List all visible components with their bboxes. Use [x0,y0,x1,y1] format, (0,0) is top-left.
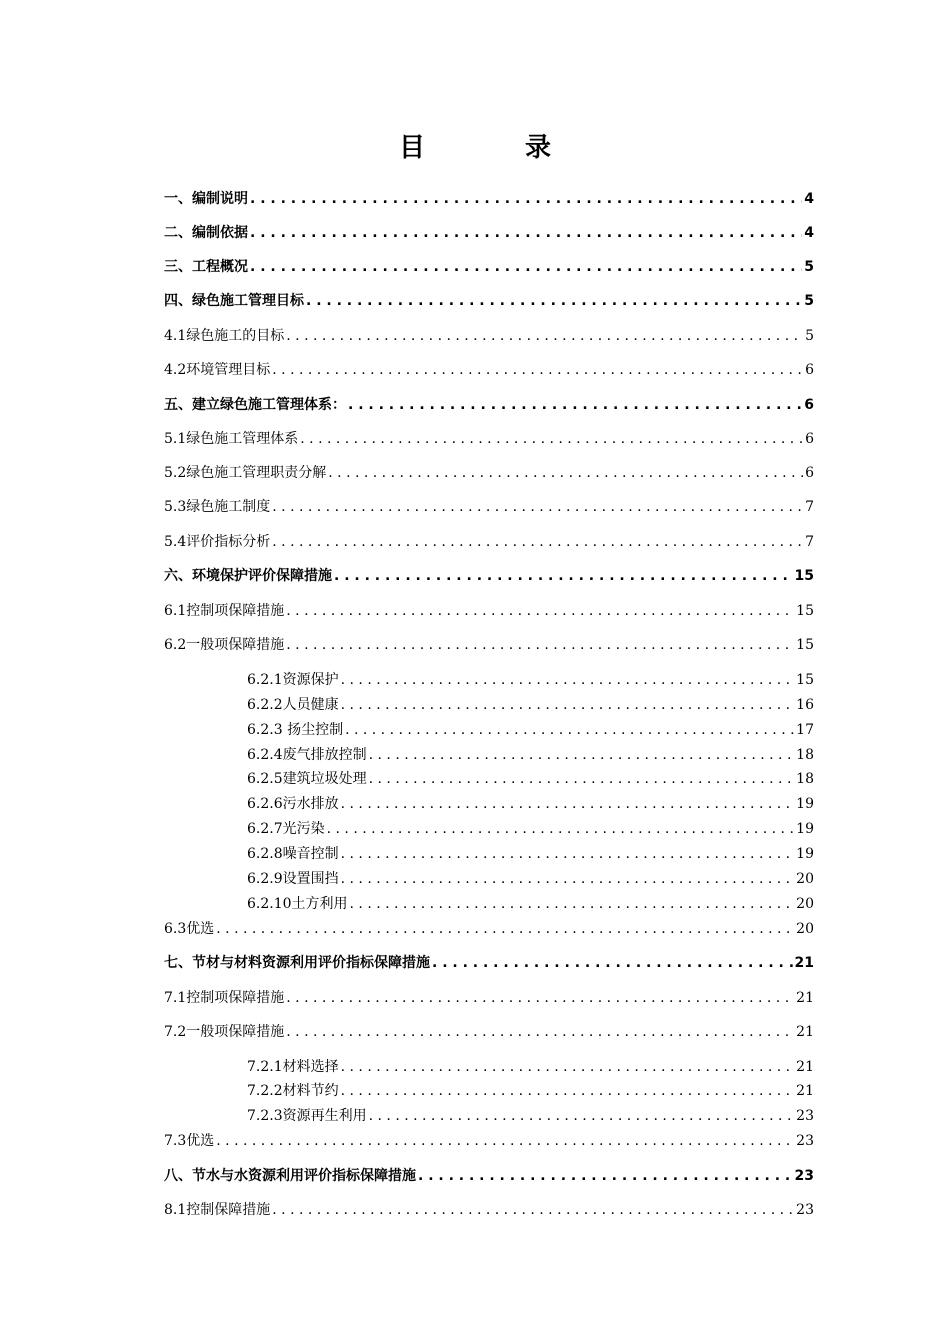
toc-entry[interactable] [164,600,814,622]
toc-entry-page-number: 15 [796,672,814,688]
toc-entry-label: 4.1绿色施工的目标 [164,328,285,344]
toc-entry-page-number: 21 [796,1024,814,1040]
toc-entry[interactable] [247,1080,814,1102]
toc-entry-label: 五、建立绿色施工管理体系： [164,397,346,413]
toc-entry-page-number: 16 [796,697,814,713]
toc-entry-label: 6.2.2人员健康 [247,697,339,713]
toc-dot-leader [369,768,795,790]
toc-entry-label: 四、绿色施工管理目标 [164,293,304,309]
toc-entry-page-number: 19 [796,821,814,837]
toc-entry[interactable] [247,744,814,766]
toc-entry-label: 6.2.5建筑垃圾处理 [247,771,367,787]
toc-entry-label: 6.2一般项保障措施 [164,637,285,653]
toc-entry[interactable] [164,1021,814,1043]
toc-entry-page-number: 23 [794,1168,814,1184]
toc-dot-leader [328,462,803,484]
toc-entry-page-number: 17 [796,722,814,738]
toc-entry-page-number: 23 [796,1202,814,1218]
toc-entry-label: 7.1控制项保障措施 [164,990,285,1006]
toc-entry-page-number: 6 [805,431,814,447]
toc-entry-page-number: 19 [796,796,814,812]
toc-entry[interactable] [164,462,814,484]
toc-dot-leader [369,1105,795,1127]
toc-entry-page-number: 5 [804,293,814,309]
toc-dot-leader [341,793,795,815]
toc-entry-label: 7.2.3资源再生利用 [247,1108,367,1124]
toc-entry-page-number: 21 [796,1083,814,1099]
toc-entry-label: 6.2.10土方利用 [247,896,348,912]
toc-dot-leader [341,843,795,865]
toc-entry-label: 5.3绿色施工制度 [164,499,271,515]
toc-entry-label: 4.2环境管理目标 [164,362,271,378]
toc-entry[interactable] [164,394,814,416]
toc-dot-leader [345,719,794,741]
toc-dot-leader [327,818,795,840]
toc-dot-leader [341,1056,795,1078]
toc-dot-leader [250,188,802,210]
toc-entry-label: 7.2一般项保障措施 [164,1024,285,1040]
toc-entry[interactable] [247,893,814,915]
toc-entry[interactable] [247,694,814,716]
toc-entry-label: 6.2.1资源保护 [247,672,339,688]
toc-entry[interactable] [164,565,814,587]
toc-entry-label: 6.2.9设置围挡 [247,871,339,887]
toc-dot-leader [250,222,802,244]
toc-entry-page-number: 20 [796,921,814,937]
toc-entry[interactable] [247,793,814,815]
toc-entry[interactable] [164,256,814,278]
toc-dot-leader [300,428,803,450]
toc-entry[interactable] [164,325,814,347]
toc-dot-leader [334,565,793,587]
toc-entry-label: 5.1绿色施工管理体系 [164,431,299,447]
toc-dot-leader [341,694,795,716]
toc-dot-leader [306,290,802,312]
toc-dot-leader [286,1021,794,1043]
toc-entry[interactable] [164,531,814,553]
toc-entry-label: 七、节材与材料资源利用评价指标保障措施 [164,955,430,971]
toc-entry[interactable] [247,719,814,741]
toc-entry-page-number: 7 [805,534,814,550]
toc-entry-label: 8.1控制保障措施 [164,1202,271,1218]
toc-entry-label: 六、环境保护评价保障措施 [164,568,332,584]
toc-entry[interactable] [164,188,814,210]
toc-entry-label: 6.1控制项保障措施 [164,603,285,619]
toc-entry-page-number: 18 [796,747,814,763]
toc-entry-label: 5.2绿色施工管理职责分解 [164,465,327,481]
toc-entry-page-number: 20 [796,896,814,912]
toc-entry[interactable] [247,843,814,865]
toc-entry-page-number: 21 [796,1059,814,1075]
toc-entry[interactable] [164,1199,814,1221]
toc-entry-label: 7.2.2材料节约 [247,1083,339,1099]
toc-dot-leader [348,394,802,416]
toc-entry-label: 6.2.6污水排放 [247,796,339,812]
toc-entry[interactable] [247,868,814,890]
toc-entry-page-number: 6 [804,397,814,413]
toc-entry-label: 5.4评价指标分析 [164,534,271,550]
toc-entry[interactable] [164,428,814,450]
toc-entry-page-number: 5 [805,328,814,344]
toc-dot-leader [286,987,794,1009]
toc-entry-page-number: 20 [796,871,814,887]
toc-entry-label: 三、工程概况 [164,259,248,275]
toc-dot-leader [286,325,803,347]
toc-entry[interactable] [164,290,814,312]
toc-entry-label: 二、编制依据 [164,225,248,241]
toc-entry-label: 6.2.3 扬尘控制 [247,722,344,738]
toc-title-char-1: 目 [398,133,425,163]
toc-entry[interactable] [164,1130,814,1152]
toc-entry-label: 6.2.8噪音控制 [247,846,339,862]
toc-entry[interactable] [164,359,814,381]
toc-dot-leader [272,531,803,553]
toc-dot-leader [432,952,793,974]
toc-entry[interactable] [164,634,814,656]
toc-dot-leader [369,744,795,766]
toc-entry-page-number: 19 [796,846,814,862]
toc-dot-leader [341,669,795,691]
toc-dot-leader [341,1080,795,1102]
toc-dot-leader [272,1199,794,1221]
toc-entry[interactable] [247,768,814,790]
toc-entry[interactable] [164,1165,814,1187]
toc-entry-page-number: 15 [794,568,814,584]
toc-entry[interactable] [247,818,814,840]
toc-dot-leader [286,634,794,656]
toc-entry-label: 6.3优选 [164,921,215,937]
toc-entry-page-number: 4 [804,191,814,207]
toc-entry-page-number: 15 [796,603,814,619]
toc-dot-leader [272,359,803,381]
toc-entry-label: 6.2.4废气排放控制 [247,747,367,763]
toc-entry-page-number: 18 [796,771,814,787]
toc-entry[interactable] [164,496,814,518]
toc-entry[interactable] [247,1105,814,1127]
toc-dot-leader [341,868,795,890]
toc-entry-page-number: 5 [804,259,814,275]
toc-dot-leader [286,600,794,622]
toc-entry-label: 7.3优选 [164,1133,215,1149]
toc-entry[interactable] [164,918,814,940]
toc-entry[interactable] [164,222,814,244]
toc-entry-page-number: 4 [804,225,814,241]
toc-dot-leader [216,918,794,940]
toc-entry[interactable] [164,952,814,974]
toc-dot-leader [350,893,795,915]
toc-entry[interactable] [247,1056,814,1078]
toc-entry-page-number: 21 [794,955,814,971]
toc-dot-leader [418,1165,793,1187]
toc-entry-page-number: 7 [805,499,814,515]
toc-entry-page-number: 6 [805,465,814,481]
toc-entry-page-number: 15 [796,637,814,653]
toc-entry[interactable] [247,669,814,691]
toc-entry[interactable] [164,987,814,1009]
toc-dot-leader [250,256,802,278]
toc-title-char-2: 录 [525,133,552,163]
toc-entry-label: 7.2.1材料选择 [247,1059,339,1075]
toc-entry-page-number: 23 [796,1108,814,1124]
toc-dot-leader [216,1130,794,1152]
toc-dot-leader [272,496,803,518]
toc-entry-page-number: 6 [805,362,814,378]
toc-entry-page-number: 21 [796,990,814,1006]
toc-entry-label: 6.2.7光污染 [247,821,325,837]
toc-entry-page-number: 23 [796,1133,814,1149]
toc-entry-label: 八、节水与水资源利用评价指标保障措施 [164,1168,416,1184]
toc-entry-label: 一、编制说明 [164,191,248,207]
